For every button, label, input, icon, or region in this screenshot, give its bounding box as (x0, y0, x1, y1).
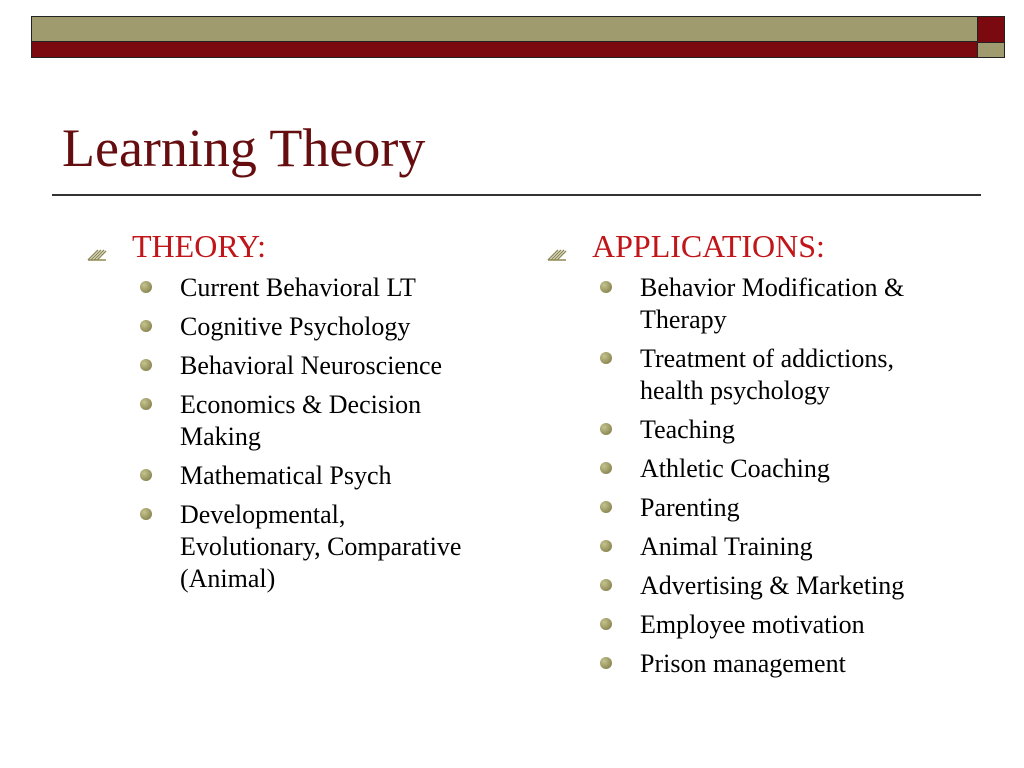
bullet-dot-icon (140, 398, 152, 410)
list-item (546, 453, 986, 485)
list-item (546, 531, 986, 563)
list-item-text: Current Behavioral LT (180, 273, 416, 302)
list-item-text: Cognitive Psychology (180, 312, 411, 341)
list-item-text: Advertising & Marketing (640, 571, 905, 600)
list-item (546, 414, 986, 446)
list-item-text: Parenting (640, 493, 740, 522)
list-item (86, 350, 506, 382)
list-item (546, 570, 986, 602)
theory-heading: THEORY: (132, 228, 266, 264)
list-item-text: Athletic Coaching (640, 454, 830, 483)
list-item (86, 272, 506, 304)
bullet-dot-icon (600, 281, 612, 293)
banner-olive-bar (32, 17, 978, 42)
bullet-dot-icon (600, 501, 612, 513)
bullet-dot-icon (600, 540, 612, 552)
list-item-text: Economics & Decision Making (180, 390, 422, 451)
bullet-dot-icon (140, 320, 152, 332)
list-item (86, 499, 506, 595)
applications-heading-row (546, 226, 986, 270)
list-item-text: Treatment of addictions, health psychology (640, 344, 894, 405)
bullet-dot-icon (600, 579, 612, 591)
list-item (546, 609, 986, 641)
bullet-dot-icon (600, 462, 612, 474)
slide-title: Learning Theory (62, 118, 426, 178)
list-item-text: Mathematical Psych (180, 461, 392, 490)
bullet-dot-icon (600, 657, 612, 669)
list-item (546, 492, 986, 524)
title-divider (52, 194, 981, 196)
list-item (546, 648, 986, 680)
list-item-text: Behavior Modification & Therapy (640, 273, 905, 334)
theory-column (86, 226, 506, 602)
list-item-text: Employee motivation (640, 610, 865, 639)
bullet-dot-icon (140, 469, 152, 481)
applications-list (546, 272, 986, 680)
theory-heading-row (86, 226, 506, 270)
list-item-text: Prison management (640, 649, 846, 678)
list-item-text: Behavioral Neuroscience (180, 351, 443, 380)
banner-square-bottom (978, 42, 1004, 57)
hatched-square-icon (86, 240, 108, 262)
banner-maroon-bar (32, 42, 978, 57)
bullet-dot-icon (600, 423, 612, 435)
bullet-dot-icon (140, 359, 152, 371)
list-item-text: Teaching (640, 415, 735, 444)
bullet-dot-icon (140, 281, 152, 293)
hatched-square-icon (546, 240, 568, 262)
applications-heading: APPLICATIONS: (592, 228, 825, 264)
bullet-dot-icon (600, 618, 612, 630)
theory-list (86, 272, 506, 595)
bullet-dot-icon (140, 508, 152, 520)
list-item-text: Animal Training (640, 532, 813, 561)
list-item (546, 272, 986, 336)
list-item (86, 389, 506, 453)
list-item (86, 311, 506, 343)
top-banner (31, 16, 1005, 58)
applications-column (546, 226, 986, 687)
list-item-text: Developmental, Evolutionary, Comparative (Animal) (180, 500, 462, 593)
banner-square-top (978, 17, 1004, 42)
list-item (546, 343, 986, 407)
bullet-dot-icon (600, 352, 612, 364)
list-item (86, 460, 506, 492)
